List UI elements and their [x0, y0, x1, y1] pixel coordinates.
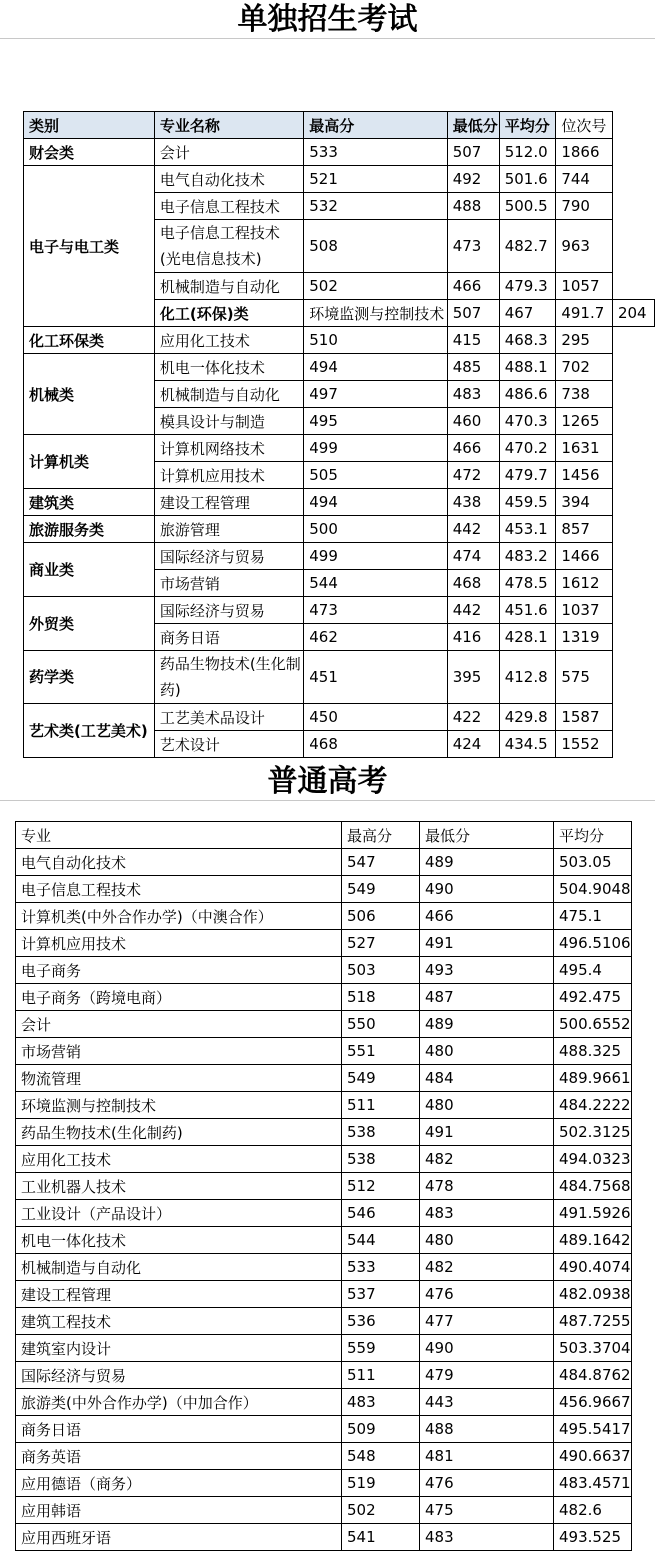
min-score-cell: 477 [420, 1308, 554, 1335]
major-cell: 市场营销 [16, 1038, 342, 1065]
avg-score-cell: 500.5 [499, 193, 556, 220]
max-score-cell: 550 [342, 1011, 420, 1038]
min-score-cell: 482 [420, 1146, 554, 1173]
min-score-cell: 492 [447, 166, 499, 193]
major-cell: 机械制造与自动化 [154, 273, 303, 300]
max-score-cell: 468 [304, 731, 447, 758]
rank-cell: 1552 [556, 731, 613, 758]
max-score-cell: 541 [342, 1524, 420, 1551]
avg-score-cell: 489.1642 [554, 1227, 632, 1254]
table-row [16, 1308, 632, 1335]
table-row [16, 1038, 632, 1065]
major-cell: 建设工程管理 [16, 1281, 342, 1308]
major-cell: 应用化工技术 [16, 1146, 342, 1173]
avg-score-cell: 434.5 [499, 731, 556, 758]
min-score-cell: 484 [420, 1065, 554, 1092]
table-row [16, 1146, 632, 1173]
max-score-cell: 505 [304, 462, 447, 489]
avg-score-cell: 453.1 [499, 516, 556, 543]
min-score-cell: 488 [447, 193, 499, 220]
table-row [16, 1254, 632, 1281]
major-cell: 国际经济与贸易 [154, 543, 303, 570]
major-cell: 应用化工技术 [154, 327, 303, 354]
avg-score-cell: 501.6 [499, 166, 556, 193]
avg-score-cell: 490.6637 [554, 1443, 632, 1470]
avg-score-cell: 486.6 [499, 381, 556, 408]
avg-score-cell: 459.5 [499, 489, 556, 516]
min-score-cell: 474 [447, 543, 499, 570]
rank-cell: 1456 [556, 462, 613, 489]
category-cell: 旅游服务类 [24, 516, 155, 543]
section1-divider [0, 38, 655, 39]
table-row [16, 1200, 632, 1227]
min-score-cell: 507 [447, 139, 499, 166]
avg-score-cell: 490.4074 [554, 1254, 632, 1281]
max-score-cell: 450 [304, 704, 447, 731]
avg-score-cell: 484.7568 [554, 1173, 632, 1200]
min-score-cell: 473 [447, 220, 499, 273]
max-score-cell: 511 [342, 1092, 420, 1119]
category-cell: 化工环保类 [24, 327, 155, 354]
major-cell: 应用韩语 [16, 1497, 342, 1524]
rank-cell: 1612 [556, 570, 613, 597]
table-row [16, 984, 632, 1011]
major-cell: 计算机网络技术 [154, 435, 303, 462]
avg-score-cell: 475.1 [554, 903, 632, 930]
rank-cell: 738 [556, 381, 613, 408]
category-cell: 计算机类 [24, 435, 155, 489]
column-header: 最高分 [342, 822, 420, 849]
table-header-row [16, 822, 632, 849]
max-score-cell: 508 [304, 220, 447, 273]
major-cell: 工艺美术品设计 [154, 704, 303, 731]
major-cell: 电气自动化技术 [154, 166, 303, 193]
table-row [16, 1281, 632, 1308]
max-score-cell: 546 [342, 1200, 420, 1227]
max-score-cell: 511 [342, 1362, 420, 1389]
major-cell: 物流管理 [16, 1065, 342, 1092]
table-row [16, 1389, 632, 1416]
avg-score-cell: 483.4571 [554, 1470, 632, 1497]
table-row [24, 704, 655, 731]
column-header: 平均分 [499, 112, 556, 139]
max-score-cell: 549 [342, 876, 420, 903]
avg-score-cell: 491.7 [556, 300, 613, 327]
max-score-cell: 499 [304, 543, 447, 570]
major-cell: 旅游类(中外合作办学)（中加合作） [16, 1389, 342, 1416]
avg-score-cell: 512.0 [499, 139, 556, 166]
major-cell: 商务日语 [154, 624, 303, 651]
min-score-cell: 483 [420, 1524, 554, 1551]
max-score-cell: 533 [342, 1254, 420, 1281]
avg-score-cell: 503.3704 [554, 1335, 632, 1362]
table-row [16, 849, 632, 876]
general-exam-table [15, 821, 632, 1551]
avg-score-cell: 504.9048 [554, 876, 632, 903]
table-row [16, 1227, 632, 1254]
min-score-cell: 395 [447, 651, 499, 704]
general-exam-table-body [16, 822, 632, 1551]
avg-score-cell: 483.2 [499, 543, 556, 570]
min-score-cell: 476 [420, 1470, 554, 1497]
max-score-cell: 503 [342, 957, 420, 984]
category-cell: 电子与电工类 [24, 166, 155, 327]
avg-score-cell: 488.1 [499, 354, 556, 381]
column-header: 类别 [24, 112, 155, 139]
major-cell: 市场营销 [154, 570, 303, 597]
table-row [16, 876, 632, 903]
min-score-cell: 493 [420, 957, 554, 984]
avg-score-cell: 428.1 [499, 624, 556, 651]
rank-cell: 857 [556, 516, 613, 543]
max-score-cell: 494 [304, 489, 447, 516]
min-score-cell: 483 [447, 381, 499, 408]
avg-score-cell: 479.3 [499, 273, 556, 300]
max-score-cell: 532 [304, 193, 447, 220]
min-score-cell: 472 [447, 462, 499, 489]
max-score-cell: 462 [304, 624, 447, 651]
min-score-cell: 482 [420, 1254, 554, 1281]
max-score-cell: 512 [342, 1173, 420, 1200]
table-row [16, 1443, 632, 1470]
max-score-cell: 536 [342, 1308, 420, 1335]
category-cell: 艺术类(工艺美术) [24, 704, 155, 758]
max-score-cell: 548 [342, 1443, 420, 1470]
rank-cell: 204 [612, 300, 654, 327]
rank-cell: 1631 [556, 435, 613, 462]
table-row [24, 516, 655, 543]
rank-cell: 1466 [556, 543, 613, 570]
min-score-cell: 491 [420, 1119, 554, 1146]
max-score-cell: 500 [304, 516, 447, 543]
rank-cell: 1319 [556, 624, 613, 651]
max-score-cell: 551 [342, 1038, 420, 1065]
avg-score-cell: 482.7 [499, 220, 556, 273]
table-row [16, 1173, 632, 1200]
max-score-cell: 509 [342, 1416, 420, 1443]
major-cell: 环境监测与控制技术 [16, 1092, 342, 1119]
min-score-cell: 466 [420, 903, 554, 930]
max-score-cell: 473 [304, 597, 447, 624]
major-cell: 建设工程管理 [154, 489, 303, 516]
avg-score-cell: 489.9661 [554, 1065, 632, 1092]
table-row [16, 1524, 632, 1551]
major-cell: 药品生物技术(生化制药) [16, 1119, 342, 1146]
category-cell: 外贸类 [24, 597, 155, 651]
rank-cell: 1037 [556, 597, 613, 624]
column-header: 平均分 [554, 822, 632, 849]
rank-cell: 744 [556, 166, 613, 193]
major-cell: 国际经济与贸易 [16, 1362, 342, 1389]
min-score-cell: 483 [420, 1200, 554, 1227]
avg-score-cell: 484.8762 [554, 1362, 632, 1389]
max-score-cell: 544 [342, 1227, 420, 1254]
major-text-line: (光电信息技术) [159, 250, 262, 268]
min-score-cell: 476 [420, 1281, 554, 1308]
max-score-cell: 533 [304, 139, 447, 166]
major-cell: 电子信息工程技术 [154, 193, 303, 220]
table-row [24, 543, 655, 570]
min-score-cell: 422 [447, 704, 499, 731]
table-row [24, 354, 655, 381]
avg-score-cell: 451.6 [499, 597, 556, 624]
major-cell: 机械制造与自动化 [154, 381, 303, 408]
max-score-cell: 537 [342, 1281, 420, 1308]
section2-title: 普通高考 [267, 764, 388, 799]
min-score-cell: 489 [420, 849, 554, 876]
rank-cell: 1866 [556, 139, 613, 166]
max-score-cell: 549 [342, 1065, 420, 1092]
max-score-cell: 507 [447, 300, 499, 327]
min-score-cell: 479 [420, 1362, 554, 1389]
major-cell: 机械制造与自动化 [16, 1254, 342, 1281]
avg-score-cell: 429.8 [499, 704, 556, 731]
min-score-cell: 416 [447, 624, 499, 651]
category-cell: 商业类 [24, 543, 155, 597]
category-cell: 机械类 [24, 354, 155, 435]
min-score-cell: 488 [420, 1416, 554, 1443]
rank-cell: 790 [556, 193, 613, 220]
single-admission-table-body [24, 112, 655, 758]
section2-divider [0, 800, 655, 801]
major-cell: 计算机类(中外合作办学)（中澳合作） [16, 903, 342, 930]
column-header: 最低分 [420, 822, 554, 849]
avg-score-cell: 494.0323 [554, 1146, 632, 1173]
category-cell: 化工(环保)类 [154, 300, 303, 327]
max-score-cell: 547 [342, 849, 420, 876]
column-header: 最高分 [304, 112, 447, 139]
avg-score-cell: 495.4 [554, 957, 632, 984]
min-score-cell: 466 [447, 273, 499, 300]
max-score-cell: 451 [304, 651, 447, 704]
avg-score-cell: 478.5 [499, 570, 556, 597]
avg-score-cell: 479.7 [499, 462, 556, 489]
table-row [16, 903, 632, 930]
rank-cell: 295 [556, 327, 613, 354]
major-cell: 机电一体化技术 [16, 1227, 342, 1254]
table-row [24, 435, 655, 462]
min-score-cell: 490 [420, 876, 554, 903]
table-row [24, 651, 655, 704]
max-score-cell: 494 [304, 354, 447, 381]
max-score-cell: 559 [342, 1335, 420, 1362]
table-row [16, 1011, 632, 1038]
major-cell: 建筑室内设计 [16, 1335, 342, 1362]
max-score-cell: 544 [304, 570, 447, 597]
rank-cell: 963 [556, 220, 613, 273]
avg-score-cell: 496.5106 [554, 930, 632, 957]
major-cell: 模具设计与制造 [154, 408, 303, 435]
table-row [16, 1470, 632, 1497]
major-cell: 电气自动化技术 [16, 849, 342, 876]
major-cell: 建筑工程技术 [16, 1308, 342, 1335]
max-score-cell: 495 [304, 408, 447, 435]
avg-score-cell: 468.3 [499, 327, 556, 354]
avg-score-cell: 500.6552 [554, 1011, 632, 1038]
table-row [24, 327, 655, 354]
min-score-cell: 415 [447, 327, 499, 354]
major-cell: 工业设计（产品设计） [16, 1200, 342, 1227]
max-score-cell: 499 [304, 435, 447, 462]
category-cell: 药学类 [24, 651, 155, 704]
rank-cell: 702 [556, 354, 613, 381]
major-cell: 计算机应用技术 [154, 462, 303, 489]
table-header-row [24, 112, 655, 139]
avg-score-cell: 484.2222 [554, 1092, 632, 1119]
major-cell [154, 651, 303, 704]
avg-score-cell: 493.525 [554, 1524, 632, 1551]
single-admission-table [23, 111, 655, 758]
major-cell: 电子商务 [16, 957, 342, 984]
min-score-cell: 475 [420, 1497, 554, 1524]
column-header: 位次号 [556, 112, 613, 139]
table-row [24, 597, 655, 624]
table-row [16, 1416, 632, 1443]
avg-score-cell: 503.05 [554, 849, 632, 876]
max-score-cell: 527 [342, 930, 420, 957]
avg-score-cell: 412.8 [499, 651, 556, 704]
min-score-cell: 442 [447, 516, 499, 543]
min-score-cell: 480 [420, 1092, 554, 1119]
major-cell: 商务英语 [16, 1443, 342, 1470]
min-score-cell: 490 [420, 1335, 554, 1362]
avg-score-cell: 482.6 [554, 1497, 632, 1524]
max-score-cell: 506 [342, 903, 420, 930]
min-score-cell: 438 [447, 489, 499, 516]
max-score-cell: 502 [342, 1497, 420, 1524]
min-score-cell: 478 [420, 1173, 554, 1200]
avg-score-cell: 470.3 [499, 408, 556, 435]
column-header: 专业 [16, 822, 342, 849]
table-row [16, 930, 632, 957]
max-score-cell: 538 [342, 1146, 420, 1173]
rank-cell: 575 [556, 651, 613, 704]
min-score-cell: 491 [420, 930, 554, 957]
table-row [16, 1497, 632, 1524]
column-header: 专业名称 [154, 112, 303, 139]
max-score-cell: 483 [342, 1389, 420, 1416]
max-score-cell: 519 [342, 1470, 420, 1497]
major-cell: 电子信息工程技术 [16, 876, 342, 903]
min-score-cell: 424 [447, 731, 499, 758]
rank-cell: 394 [556, 489, 613, 516]
table-row [16, 1362, 632, 1389]
min-score-cell: 460 [447, 408, 499, 435]
table-row [16, 1335, 632, 1362]
major-text-line: 药品生物技术(生化制 [159, 655, 301, 673]
major-cell: 电子商务（跨境电商） [16, 984, 342, 1011]
max-score-cell: 518 [342, 984, 420, 1011]
major-cell: 会计 [16, 1011, 342, 1038]
avg-score-cell: 492.475 [554, 984, 632, 1011]
major-text-line: 药) [159, 681, 181, 699]
major-cell: 国际经济与贸易 [154, 597, 303, 624]
min-score-cell: 480 [420, 1038, 554, 1065]
max-score-cell: 497 [304, 381, 447, 408]
min-score-cell: 485 [447, 354, 499, 381]
major-cell: 会计 [154, 139, 303, 166]
max-score-cell: 502 [304, 273, 447, 300]
major-cell: 环境监测与控制技术 [304, 300, 447, 327]
table-row [24, 139, 655, 166]
avg-score-cell: 488.325 [554, 1038, 632, 1065]
major-cell: 机电一体化技术 [154, 354, 303, 381]
min-score-cell: 481 [420, 1443, 554, 1470]
avg-score-cell: 495.5417 [554, 1416, 632, 1443]
rank-cell: 1265 [556, 408, 613, 435]
max-score-cell: 510 [304, 327, 447, 354]
avg-score-cell: 491.5926 [554, 1200, 632, 1227]
min-score-cell: 489 [420, 1011, 554, 1038]
table-row [16, 957, 632, 984]
rank-cell: 1057 [556, 273, 613, 300]
major-cell: 旅游管理 [154, 516, 303, 543]
category-cell: 建筑类 [24, 489, 155, 516]
max-score-cell: 521 [304, 166, 447, 193]
table-row [24, 166, 655, 193]
major-cell: 计算机应用技术 [16, 930, 342, 957]
major-cell: 应用西班牙语 [16, 1524, 342, 1551]
major-cell [154, 220, 303, 273]
min-score-cell: 467 [499, 300, 556, 327]
rank-cell: 1587 [556, 704, 613, 731]
min-score-cell: 443 [420, 1389, 554, 1416]
category-cell: 财会类 [24, 139, 155, 166]
table-row [16, 1065, 632, 1092]
table-row [24, 489, 655, 516]
major-cell: 应用德语（商务） [16, 1470, 342, 1497]
major-cell: 工业机器人技术 [16, 1173, 342, 1200]
major-cell: 商务日语 [16, 1416, 342, 1443]
avg-score-cell: 470.2 [499, 435, 556, 462]
min-score-cell: 480 [420, 1227, 554, 1254]
major-cell: 艺术设计 [154, 731, 303, 758]
table-row [16, 1092, 632, 1119]
table-row [16, 1119, 632, 1146]
min-score-cell: 442 [447, 597, 499, 624]
major-text-line: 电子信息工程技术 [159, 224, 280, 242]
min-score-cell: 487 [420, 984, 554, 1011]
min-score-cell: 468 [447, 570, 499, 597]
max-score-cell: 538 [342, 1119, 420, 1146]
column-header: 最低分 [447, 112, 499, 139]
avg-score-cell: 487.7255 [554, 1308, 632, 1335]
min-score-cell: 466 [447, 435, 499, 462]
avg-score-cell: 456.9667 [554, 1389, 632, 1416]
section1-title: 单独招生考试 [237, 2, 418, 37]
avg-score-cell: 502.3125 [554, 1119, 632, 1146]
avg-score-cell: 482.0938 [554, 1281, 632, 1308]
